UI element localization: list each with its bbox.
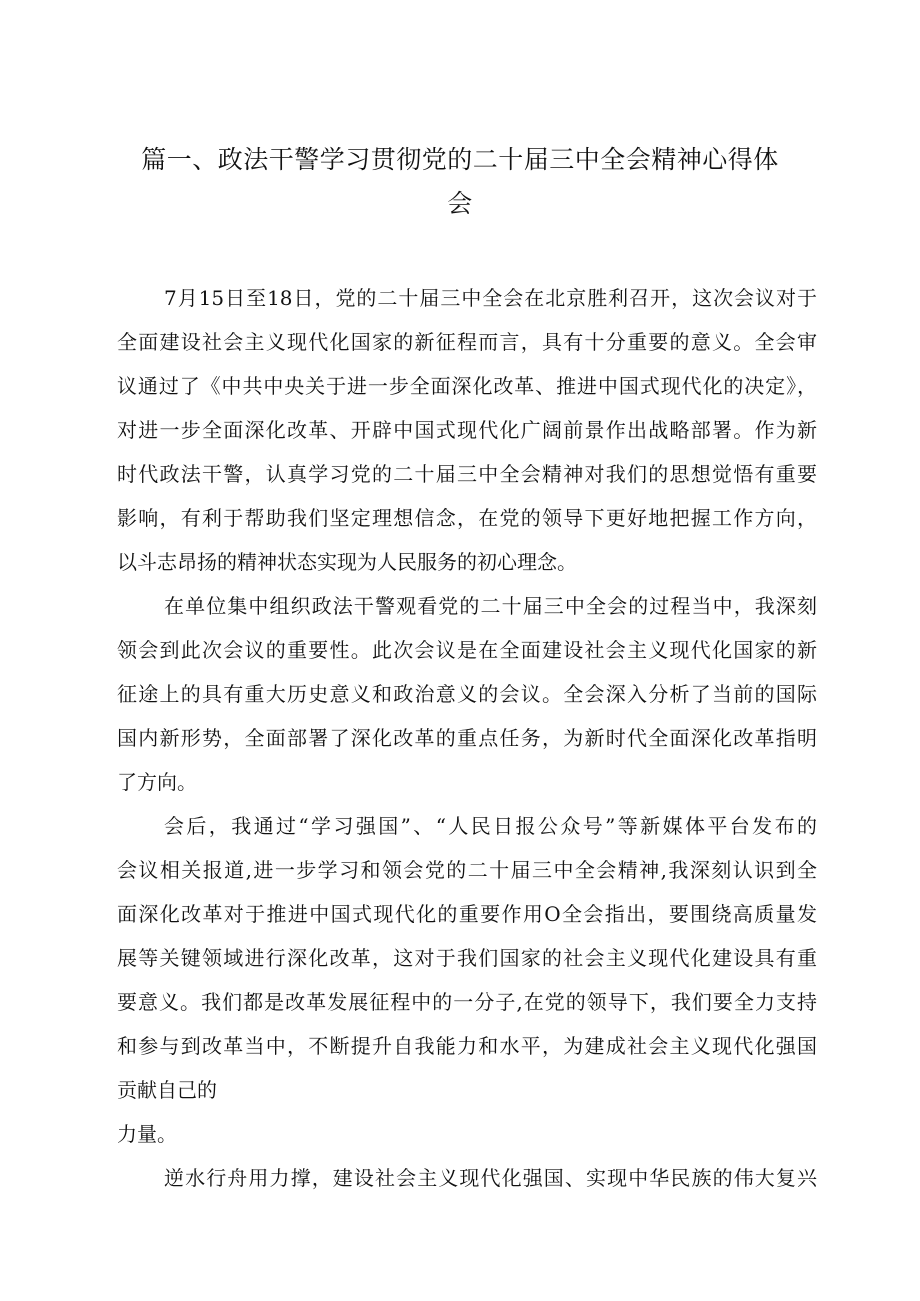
document-title-line-1: 篇一、政法干警学习贯彻党的二十届三中全会精神心得体 — [141, 145, 779, 174]
paragraph-line: 时代政法干警，认真学习党的二十届三中全会精神对我们的思想觉悟有重要 — [117, 462, 817, 486]
paragraph-line: 影响，有利于帮助我们坚定理想信念，在党的领导下更好地把握工作方向， — [117, 506, 817, 530]
document-title-line-2: 会 — [447, 189, 473, 218]
paragraph-line: 逆水行舟用力撑，建设社会主义现代化强国、实现中华民族的伟大复兴 — [164, 1166, 817, 1190]
paragraph-line: 了方向。 — [117, 770, 197, 794]
paragraph-line: 展等关键领域进行深化改革，这对于我们国家的社会主义现代化建设具有重 — [117, 946, 817, 970]
paragraph-line: 面深化改革对于推进中国式现代化的重要作用O全会指出，要围绕高质量发 — [117, 902, 817, 926]
paragraph-line: 要意义。我们都是改革发展征程中的一分子,在党的领导下，我们要全力支持 — [117, 990, 817, 1014]
paragraph-line: 对进一步全面深化改革、开辟中国式现代化广阔前景作出战略部署。作为新 — [117, 418, 817, 442]
paragraph-line: 议通过了《中共中央关于进一步全面深化改革、推进中国式现代化的决定》， — [117, 374, 817, 398]
paragraph-2 — [117, 584, 817, 804]
paragraph-line: 国内新形势，全面部署了深化改革的重点任务，为新时代全面深化改革指明 — [117, 726, 817, 750]
paragraph-3 — [117, 804, 817, 1156]
paragraph-line: 会后，我通过“学习强国”、“人民日报公众号”等新媒体平台发布的 — [164, 814, 817, 838]
paragraph-line: 7月15日至18日，党的二十届三中全会在北京胜利召开，这次会议对于 — [164, 286, 817, 310]
paragraph-1 — [117, 276, 817, 584]
paragraph-4 — [117, 1156, 817, 1200]
paragraph-line: 贡献自己的 — [117, 1078, 217, 1102]
paragraph-line: 征途上的具有重大历史意义和政治意义的会议。全会深入分析了当前的国际 — [117, 682, 817, 706]
paragraph-line: 和参与到改革当中，不断提升自我能力和水平，为建成社会主义现代化强国 — [117, 1034, 817, 1058]
paragraph-line: 力量。 — [117, 1122, 177, 1146]
paragraph-line: 以斗志昂扬的精神状态实现为人民服务的初心理念。 — [117, 550, 577, 574]
paragraph-line: 在单位集中组织政法干警观看党的二十届三中全会的过程当中，我深刻 — [164, 594, 817, 618]
paragraph-line: 会议相关报道,进一步学习和领会党的二十届三中全会精神,我深刻认识到全 — [117, 858, 817, 882]
paragraph-line: 全面建设社会主义现代化国家的新征程而言，具有十分重要的意义。全会审 — [117, 330, 817, 354]
paragraph-line: 领会到此次会议的重要性。此次会议是在全面建设社会主义现代化国家的新 — [117, 638, 817, 662]
